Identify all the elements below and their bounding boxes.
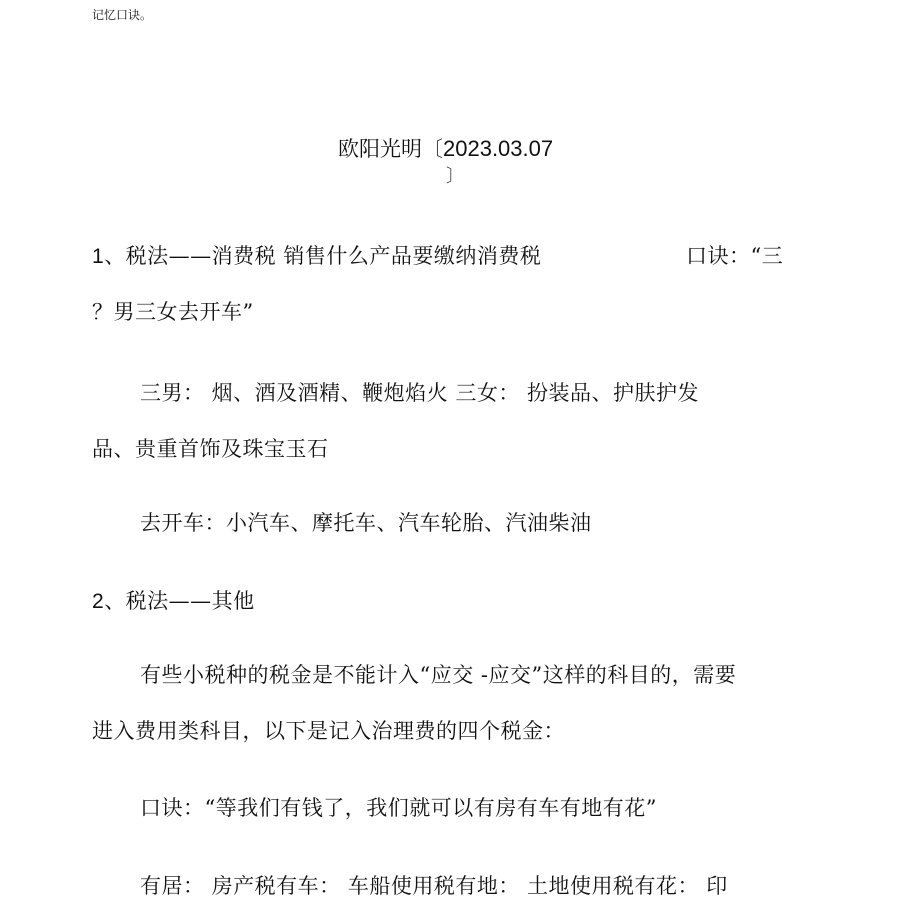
author-name: 欧阳光明: [338, 137, 422, 161]
sannan-line1: 三男： 烟、酒及酒精、鞭炮焰火 三女： 扮装品、护肤护发: [140, 381, 700, 405]
section1-line2: ？男三女去开车”: [92, 300, 254, 324]
section2-heading-text: 、税法——其他: [104, 589, 255, 613]
section2-heading: [92, 591, 255, 612]
bracket-open: 〔: [422, 137, 443, 161]
header-note: 记忆口诀。: [92, 8, 153, 22]
section2-mnemonic: 口诀：“等我们有钱了，我们就可以有房有车有地有花”: [140, 796, 657, 820]
section1-number: 1: [92, 245, 105, 268]
section2-number: 2: [92, 590, 105, 613]
section1-heading-text: 、税法——消费税 销售什么产品要缴纳消费税: [104, 244, 542, 268]
section2-para1-line1: 有些小税种的税金是不能计入“应交 -应交”这样的科目的，需要: [140, 663, 737, 687]
section1-heading: [92, 246, 541, 267]
sannan-line2: 品、贵重首饰及珠宝玉石: [92, 437, 329, 461]
qukaiche-line: 去开车：小汽车、摩托车、汽车轮胎、汽油柴油: [140, 511, 592, 535]
bracket-close: 〕: [446, 166, 464, 187]
section1-mnemonic-label: 口诀：“三: [686, 244, 784, 268]
section2-para1-line2: 进入费用类科目，以下是记入治理费的四个税金：: [92, 719, 565, 743]
author-line: [338, 138, 553, 160]
author-date: 2023.03.07: [443, 136, 554, 161]
section2-last-line: 有居： 房产税有车： 车船使用税有地： 土地使用税有花： 印: [140, 874, 728, 898]
